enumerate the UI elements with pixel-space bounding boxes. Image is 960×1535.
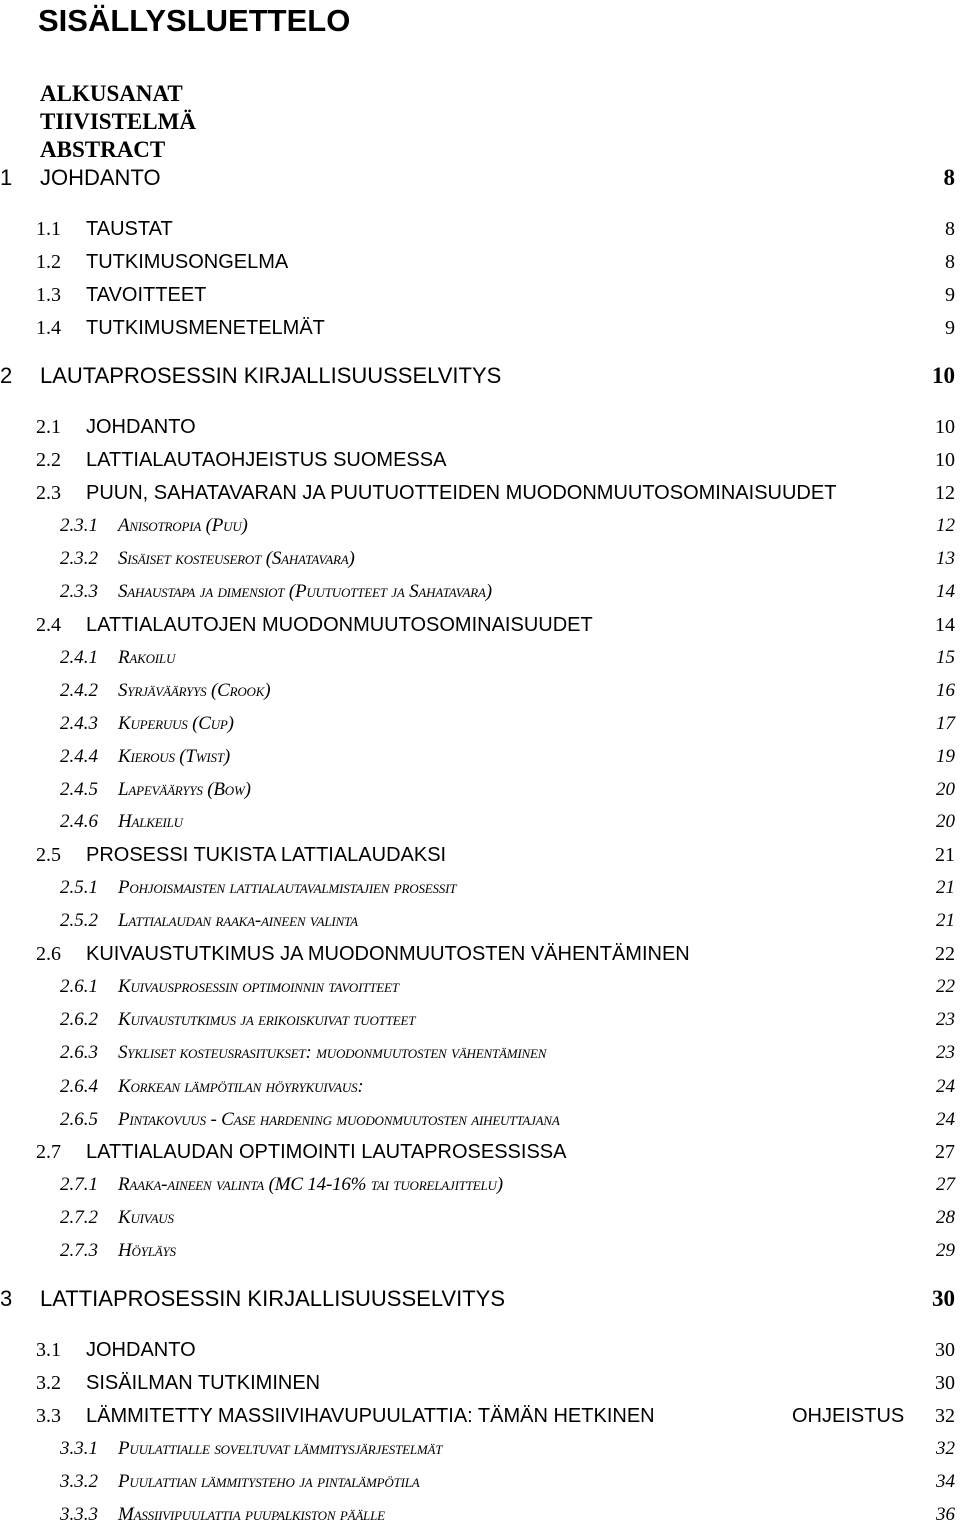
toc-entry-title: Kuperuus (Cup) <box>118 713 234 734</box>
toc-entry-page: 30 <box>935 1339 955 1361</box>
toc-entry-page: 30 <box>935 1372 955 1394</box>
toc-entry-number: 2.4.5 <box>60 779 98 800</box>
toc-entry-page: 12 <box>936 515 955 536</box>
toc-entry-page: 28 <box>936 1207 955 1228</box>
toc-entry-page: 14 <box>936 581 955 602</box>
toc-entry-number: 3.3.1 <box>60 1438 98 1459</box>
toc-entry-number: 2.5.1 <box>60 877 98 898</box>
toc-entry-page: 19 <box>936 746 955 767</box>
toc-entry-number: 2.4.6 <box>60 811 98 832</box>
toc-entry-number: 2.3 <box>36 482 61 504</box>
toc-entry-title: Syrjävääryys (Crook) <box>118 680 271 701</box>
toc-entry-page: 36 <box>936 1504 955 1525</box>
toc-entry-title: Anisotropia (Puu) <box>118 515 248 536</box>
toc-entry[interactable] <box>0 874 960 902</box>
toc-entry-title: LATTIALAUTAOHJEISTUS SUOMESSA <box>86 449 447 471</box>
toc-entry-title: JOHDANTO <box>86 416 196 438</box>
toc-entry-page: 27 <box>936 1174 955 1195</box>
toc-entry-title: Kuivaus <box>118 1207 174 1228</box>
toc-entry-number: 3.3.3 <box>60 1504 98 1525</box>
toc-entry-title: LÄMMITETTY MASSIIVIHAVUPUULATTIA: TÄMÄN HETKINEN <box>86 1405 655 1427</box>
toc-entry[interactable] <box>0 1501 960 1529</box>
toc-entry-page: 10 <box>935 449 955 471</box>
toc-entry[interactable] <box>0 578 960 606</box>
toc-entry-page: 21 <box>936 910 955 931</box>
toc-entry-page: 21 <box>936 877 955 898</box>
toc-entry-title: TUTKIMUSONGELMA <box>86 251 289 273</box>
toc-entry[interactable] <box>0 1435 960 1463</box>
toc-entry[interactable] <box>0 413 960 441</box>
toc-entry-title: PUUN, SAHATAVARAN JA PUUTUOTTEIDEN MUODONMUUTOSOMINAISUUDET <box>86 482 837 504</box>
toc-entry-title: Sykliset kosteusrasitukset: muodonmuutosten vähentäminen <box>118 1042 547 1063</box>
toc-entry[interactable] <box>0 611 960 639</box>
toc-entry-page: 23 <box>936 1009 955 1030</box>
toc-entry[interactable] <box>0 1468 960 1496</box>
toc-entry-page: 30 <box>932 1286 955 1311</box>
toc-entry-page: 20 <box>936 779 955 800</box>
toc-entry-title: SISÄILMAN TUTKIMINEN <box>86 1372 321 1394</box>
toc-entry-number: 3 <box>0 1286 13 1311</box>
toc-entry[interactable] <box>0 362 960 390</box>
toc-entry-title: Höyläys <box>118 1240 176 1261</box>
toc-entry-title: Kierous (Twist) <box>118 746 231 767</box>
toc-entry-page: 8 <box>943 165 955 190</box>
toc-entry-number: 1.3 <box>36 284 61 306</box>
toc-entry[interactable] <box>0 743 960 771</box>
toc-entry-page: 9 <box>945 284 955 306</box>
toc-entry-title: Sahaustapa ja dimensiot (Puutuotteet ja Sahatavara) <box>118 581 492 602</box>
toc-entry[interactable] <box>0 1138 960 1166</box>
toc-entry[interactable] <box>0 479 960 507</box>
front-matter <box>40 80 196 164</box>
toc-entry-number: 3.1 <box>36 1339 61 1361</box>
toc-entry-number: 2.6.3 <box>60 1042 98 1063</box>
toc-entry[interactable] <box>0 1402 960 1430</box>
toc-entry-number: 2.3.2 <box>60 548 98 569</box>
toc-entry-title: TAVOITTEET <box>86 284 207 306</box>
toc-entry[interactable] <box>0 314 960 342</box>
toc-entry-title: Puulattialle soveltuvat lämmitysjärjestelmät <box>118 1438 443 1459</box>
toc-entry-number: 1 <box>0 165 13 190</box>
toc-entry-page: 32 <box>936 1438 955 1459</box>
toc-entry-number: 3.3.2 <box>60 1471 98 1492</box>
toc-entry-title: Sisäiset kosteuserot (Sahatavara) <box>118 548 355 569</box>
toc-entry-number: 1.2 <box>36 251 61 273</box>
toc-entry-number: 2.4.4 <box>60 746 98 767</box>
toc-entry[interactable] <box>0 1073 960 1101</box>
toc-entry-page: 20 <box>936 811 955 832</box>
toc-entry-number: 2.2 <box>36 449 61 471</box>
toc-entry-title-extra: OHJEISTUS <box>792 1405 905 1427</box>
toc-entry-page: 29 <box>936 1240 955 1261</box>
toc-entry-number: 2.4.2 <box>60 680 98 701</box>
toc-entry-page: 24 <box>936 1109 955 1130</box>
toc-entry-page: 22 <box>936 976 955 997</box>
toc-entry-number: 2.7.1 <box>60 1174 98 1195</box>
toc-entry-page: 12 <box>935 482 955 504</box>
toc-entry-title: Rakoilu <box>118 647 176 668</box>
toc-entry-title: PROSESSI TUKISTA LATTIALAUDAKSI <box>86 844 447 866</box>
toc-entry[interactable] <box>0 446 960 474</box>
toc-entry[interactable] <box>0 248 960 276</box>
toc-entry-page: 10 <box>932 363 955 388</box>
toc-entry[interactable] <box>0 1039 960 1067</box>
toc-entry-page: 8 <box>945 218 955 240</box>
toc-entry-title: Raaka-aineen valinta (MC 14-16% tai tuorelajittelu) <box>118 1174 503 1195</box>
toc-entry-page: 17 <box>936 713 955 734</box>
toc-entry-page: 9 <box>945 317 955 339</box>
toc-entry[interactable] <box>0 1285 960 1313</box>
toc-entry-number: 1.4 <box>36 317 61 339</box>
toc-entry-number: 1.1 <box>36 218 61 240</box>
toc-entry-page: 21 <box>935 844 955 866</box>
toc-entry-title: Kuivausprosessin optimoinnin tavoitteet <box>118 976 399 997</box>
toc-entry-title: Kuivaustutkimus ja erikoiskuivat tuotteet <box>118 1009 416 1030</box>
toc-entry[interactable] <box>0 281 960 309</box>
toc-entry-title: Massiivipuulattia puupalkiston päälle <box>118 1504 385 1525</box>
toc-entry-title: TUTKIMUSMENETELMÄT <box>86 317 325 339</box>
toc-entry[interactable] <box>0 1369 960 1397</box>
toc-entry[interactable] <box>0 1171 960 1199</box>
toc-entry[interactable] <box>0 164 960 192</box>
toc-entry[interactable] <box>0 545 960 573</box>
toc-entry-number: 3.2 <box>36 1372 61 1394</box>
toc-entry-title: Lattialaudan raaka-aineen valinta <box>118 910 358 931</box>
toc-entry-number: 2.3.3 <box>60 581 98 602</box>
toc-entry[interactable] <box>0 512 960 540</box>
toc-entry-page: 8 <box>945 251 955 273</box>
toc-entry-title: LAUTAPROSESSIN KIRJALLISUUSSELVITYS <box>40 363 502 388</box>
front-matter-item: TIIVISTELMÄ <box>40 109 196 134</box>
toc-entry-number: 2.5 <box>36 844 61 866</box>
toc-entry[interactable] <box>0 215 960 243</box>
toc-entry-title: LATTIALAUDAN OPTIMOINTI LAUTAPROSESSISSA <box>86 1141 567 1163</box>
toc-entry-page: 23 <box>936 1042 955 1063</box>
toc-entry-number: 2.7.3 <box>60 1240 98 1261</box>
toc-entry-title: JOHDANTO <box>86 1339 196 1361</box>
toc-entry-page: 13 <box>936 548 955 569</box>
toc-entry-number: 2.4.3 <box>60 713 98 734</box>
toc-entry-number: 2 <box>0 363 13 388</box>
toc-entry-number: 2.7 <box>36 1141 61 1163</box>
toc-entry-number: 2.7.2 <box>60 1207 98 1228</box>
toc-entry[interactable] <box>0 1204 960 1232</box>
page-title: SISÄLLYSLUETTELO <box>38 3 351 38</box>
toc-entry-number: 2.4.1 <box>60 647 98 668</box>
toc-entry-page: 16 <box>936 680 955 701</box>
toc-entry[interactable] <box>0 710 960 738</box>
toc-entry[interactable] <box>0 1237 960 1265</box>
toc-entry[interactable] <box>0 1006 960 1034</box>
toc-entry-title: TAUSTAT <box>86 218 173 240</box>
toc-entry[interactable] <box>0 776 960 804</box>
toc-entry[interactable] <box>0 677 960 705</box>
toc-entry-number: 2.6 <box>36 943 61 965</box>
toc-entry-number: 2.6.1 <box>60 976 98 997</box>
toc-entry-title: LATTIALAUTOJEN MUODONMUUTOSOMINAISUUDET <box>86 614 593 636</box>
toc-entry-title: JOHDANTO <box>40 165 161 190</box>
toc-entry[interactable] <box>0 808 960 836</box>
toc-entry[interactable] <box>0 644 960 672</box>
toc-entry[interactable] <box>0 1336 960 1364</box>
toc-entry[interactable] <box>0 940 960 968</box>
toc-entry-number: 2.3.1 <box>60 515 98 536</box>
toc-entry-page: 27 <box>935 1141 955 1163</box>
toc-entry-number: 2.4 <box>36 614 61 636</box>
toc-entry[interactable] <box>0 1106 960 1134</box>
toc-entry-page: 10 <box>935 416 955 438</box>
toc-entry[interactable] <box>0 841 960 869</box>
toc-entry-page: 34 <box>936 1471 955 1492</box>
toc-entry-title: Korkean lämpötilan höyrykuivaus: <box>118 1076 364 1097</box>
front-matter-item: ALKUSANAT <box>40 81 183 106</box>
toc-entry-title: Lapevääryys (Bow) <box>118 779 251 800</box>
toc-entry-page: 14 <box>935 614 955 636</box>
toc-entry-page: 15 <box>936 647 955 668</box>
toc-entry-number: 2.6.2 <box>60 1009 98 1030</box>
toc-entry-title: LATTIAPROSESSIN KIRJALLISUUSSELVITYS <box>40 1286 505 1311</box>
toc-entry-number: 3.3 <box>36 1405 61 1427</box>
front-matter-item: ABSTRACT <box>40 137 166 162</box>
toc-entry-title: Pohjoismaisten lattialautavalmistajien prosessit <box>118 877 457 898</box>
toc-entry-title: Pintakovuus - Case hardening muodonmuutosten aiheuttajana <box>118 1109 560 1130</box>
toc-entry-number: 2.6.4 <box>60 1076 98 1097</box>
toc-entry-page: 22 <box>935 943 955 965</box>
toc-entry-page: 32 <box>935 1405 955 1427</box>
toc-entry[interactable] <box>0 973 960 1001</box>
toc-entry-number: 2.5.2 <box>60 910 98 931</box>
toc-entry-number: 2.6.5 <box>60 1109 98 1130</box>
toc-entry-title: Puulattian lämmitysteho ja pintalämpötila <box>118 1471 420 1492</box>
toc-entry-title: KUIVAUSTUTKIMUS JA MUODONMUUTOSTEN VÄHENTÄMINEN <box>86 943 690 965</box>
toc-entry-page: 24 <box>936 1076 955 1097</box>
toc-entry[interactable] <box>0 907 960 935</box>
toc-entry-number: 2.1 <box>36 416 61 438</box>
toc-entry-title: Halkeilu <box>118 811 183 832</box>
